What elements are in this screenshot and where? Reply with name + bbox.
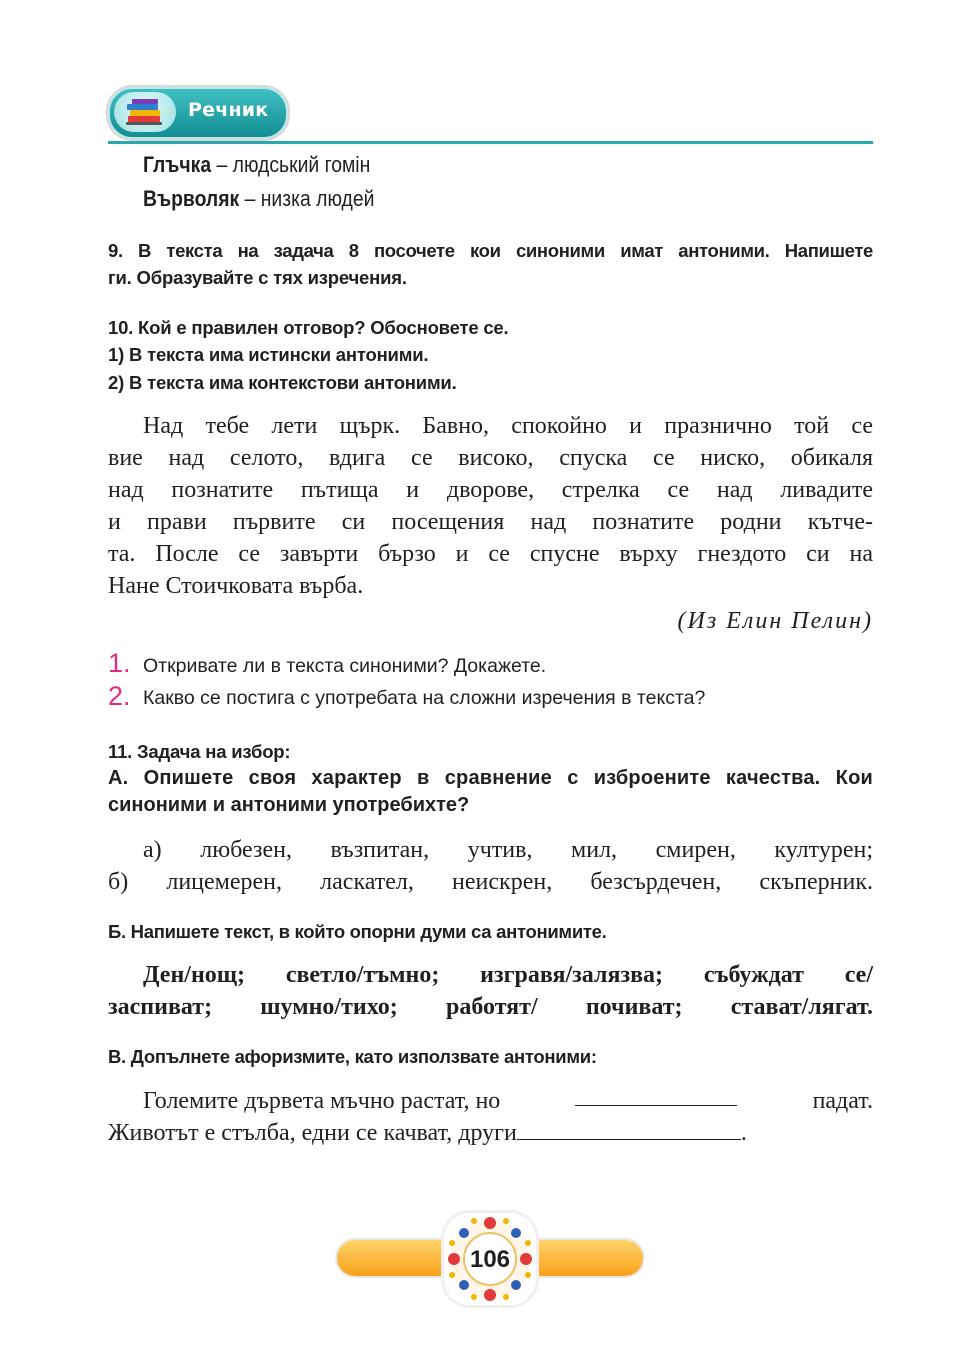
antonyms-line: Ден/нощ; светло/тъмно; изгравя/залязва; събуждат се/ [143,962,873,988]
aphorism-1-blank[interactable] [575,1085,737,1106]
aphorism-2-start: Животът е стълба, едни се качват, други [108,1120,517,1146]
passage-line: Нане Стоичковата върба. [108,573,364,599]
glossary-entry [143,186,374,212]
glossary-definition: – людський гомін [211,152,371,177]
glossary-badge [108,87,288,139]
books-icon [114,92,176,132]
passage-line: над познатите пътища и дворове, стрелка се над ливадите [108,477,873,503]
task-10-option: 1) В текста има истински антоними. [108,344,429,365]
question-number: 2. [108,681,131,711]
task-10-option: 2) В текста има контекстови антоними. [108,372,457,393]
glossary-term: Глъчка [143,152,212,177]
task-11-part-a: синоними и антоними употребихте? [108,794,470,816]
passage-line: та. После се завърти бързо и се спусне върху гнездото си на [108,541,873,567]
passage-attribution: (Из Елин Пелин) [677,608,873,634]
task-11-title: 11. Задача на избор: [108,741,291,762]
aphorism-1-start: Големите дървета мъчно растат, но [143,1088,501,1114]
glossary-term: Върволяк [143,186,240,211]
task-10-line: 10. Кой е правилен отговор? Обосновете се. [108,317,509,338]
page-number: 106 [469,1246,511,1273]
question-text: Какво се постига с употребата на сложни изречения в текста? [143,687,706,709]
aphorism-2-end: . [740,1120,747,1146]
task-11-part-a: А. Опишете своя характер в сравнение с изброените качества. Кои [108,767,873,789]
aphorism-1 [143,1085,873,1117]
aphorism-2 [108,1117,747,1149]
antonyms-line: заспиват; шумно/тихо; работят/ почиват; стават/лягат. [108,994,873,1020]
aphorism-1-end: падат. [812,1088,873,1114]
glossary-definition: – низка людей [239,186,375,211]
aphorism-2-blank[interactable] [517,1119,741,1140]
task-11-part-c: В. Допълнете афоризмите, като използвате антоними: [108,1046,597,1067]
glossary-title: Речник [188,99,269,121]
header-rule [108,141,873,144]
task-11-part-b: Б. Напишете текст, в който опорни думи са антонимите. [108,921,607,942]
task-9-line: 9. В текста на задача 8 посочете кои синоними имат антоними. Напишете [108,240,873,261]
task-9-line: ги. Образувайте с тях изречения. [108,267,407,288]
glossary-entry [143,152,370,178]
qualities-line: а) любезен, възпитан, учтив, мил, смирен, културен; [143,837,873,863]
qualities-line: б) лицемерен, ласкател, неискрен, безсърдечен, скъперник. [108,869,873,895]
question-text: Откривате ли в текста синоними? Докажете. [143,655,547,677]
passage-line: Над тебе лети щърк. Бавно, спокойно и празнично той се [143,413,873,439]
passage-line: и прави първите си посещения над познатите родни кътче- [108,509,873,535]
question-number: 1. [108,648,131,678]
passage-line: вие над селото, вдига се високо, спуска се ниско, обикаля [108,445,873,471]
